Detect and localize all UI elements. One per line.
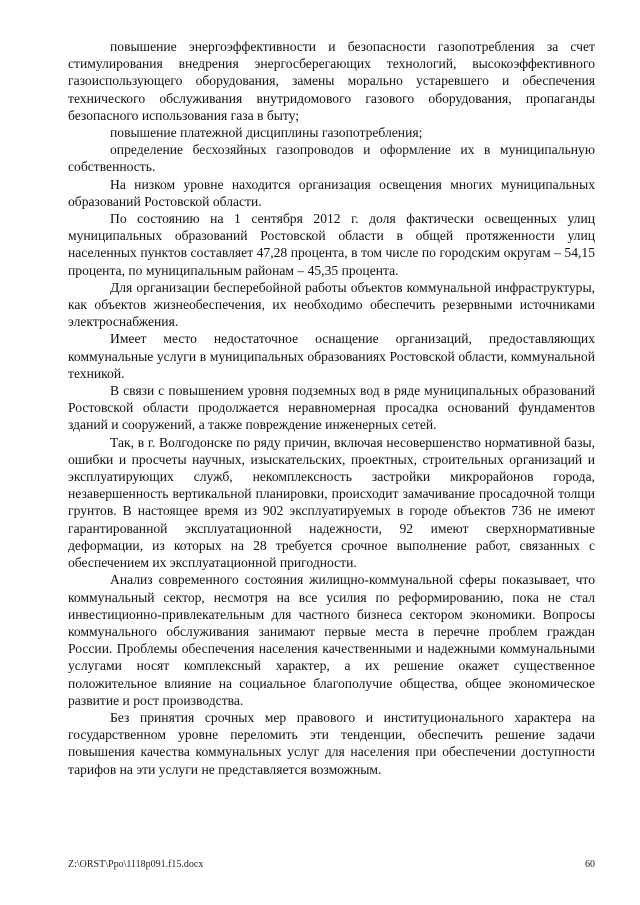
paragraph-sector-analysis: Анализ современного состояния жилищно-коммунальной сферы показывает, что коммунальный сектор, несмотря на все усилия по реформированию, пока не стал инвестиционно-привлекательным для частного бизнеса сектором экономики. Вопросы коммунального обслуживания занимают первые места в перечне проблем граждан России. Проблемы обеспечения населения качественными и надежными коммунальными услугами носят комплексный характер, а их решение окажет существенное положительное влияние на социальное благополучие общества, общее экономическое развитие и рост производства. (68, 572, 595, 708)
page-number: 60 (585, 859, 595, 870)
paragraph-payment-discipline: повышение платежной дисциплины газопотребления; (110, 125, 423, 141)
paragraph-volgodonsk: Так, в г. Волгодонске по ряду причин, включая несовершенство нормативной базы, ошибки и просчеты научных, изыскательских, проектных, строительных организаций и эксплуатирующих служб, некомплексность застройки микрорайонов города, незавершенность вертикальной планировки, происходит замачивание просадочной толщи грунтов. В настоящее время из 902 эксплуатируемых в городе объектов 736 не имеют гарантированной эксплуатационной надежности, 92 имеют сверхнормативные деформации, из которых на 28 требуется срочное выполнение работ, связанных с обеспечением их эксплуатационной пригодности. (68, 434, 595, 571)
footer-file-path: Z:\ORST\Ppo\1118p091.f15.docx (68, 859, 204, 870)
paragraph-backup-power: Для организации бесперебойной работы объектов коммунальной инфраструктуры, как объектов жизнеобеспечения, их необходимо обеспечить резервными источниками электроснабжения. (68, 279, 595, 330)
paragraph-gas-efficiency: повышение энергоэффективности и безопасности газопотребления за счет стимулирования внедрения энергосберегающих технологий, высокоэффективного газоиспользующего оборудования, замены морально устаревшего и обеспечения технического обслуживания внутридомового газового оборудования, пропаганды безопасного использования газа в быту; (68, 39, 595, 123)
paragraph-groundwater: В связи с повышением уровня подземных вод в ряде муниципальных образований Ростовской области продолжается неравномерная просадка оснований фундаментов зданий и сооружений, а также повреждение инженерных сетей. (68, 383, 595, 433)
page-footer (68, 858, 595, 872)
paragraph-lighting-level: На низком уровне находится организация освещения многих муниципальных образований Ростовской области. (68, 176, 595, 209)
paragraph-equipment-shortage: Имеет место недостаточное оснащение организаций, предоставляющих коммунальные услуги в муниципальных образованиях Ростовской области, коммунальной техникой. (68, 331, 595, 381)
paragraph-urgent-measures: Без принятия срочных мер правового и институционального характера на государственном уровне переломить эти тенденции, обеспечить решение задачи повышения качества коммунальных услуг для населения при обеспечении доступности тарифов на эти услуги не представляется возможным. (68, 709, 595, 777)
document-body (68, 38, 595, 778)
paragraph-ownerless-pipelines: определение бесхозяйных газопроводов и оформление их в муниципальную собственность. (68, 142, 595, 175)
paragraph-lighting-statistics: По состоянию на 1 сентября 2012 г. доля фактически освещенных улиц муниципальных образований Ростовской области в общей протяженности улиц населенных пунктов составляет 47,28 процента, в том числе по городским округам – 54,15 процента, по муниципальным районам – 45,35 процента. (68, 211, 595, 278)
